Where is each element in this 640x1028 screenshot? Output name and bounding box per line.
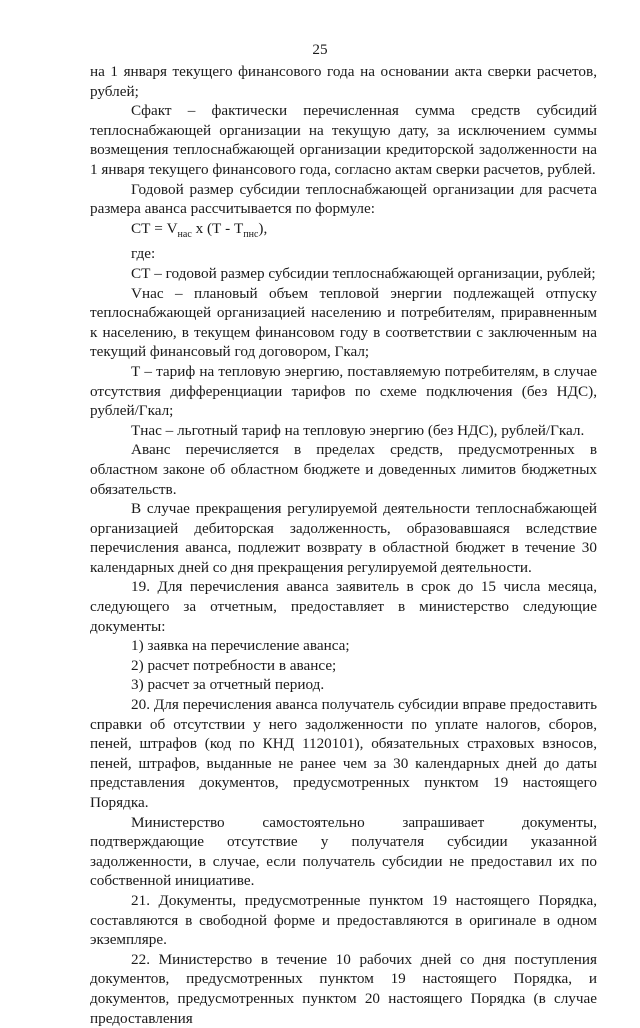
paragraph: где:: [131, 245, 156, 263]
formula-middle: х (Т - Т: [191, 219, 244, 237]
paragraph: Министерство самостоятельно запрашивает документы, подтверждающие отсутствие у получателя субсидии указанной задолженности, в случае, если получатель субсидии не предоставил их по собственной инициативе.: [90, 813, 597, 890]
formula-end: ),: [258, 219, 268, 237]
paragraph: 19. Для перечисления аванса заявитель в срок до 15 числа месяца, следующего за отчетным, предоставляет в министерство следующие документы:: [90, 578, 597, 635]
paragraph: СТ – годовой размер субсидии теплоснабжающей организации, рублей;: [131, 264, 596, 282]
paragraph: Vнас – плановый объем тепловой энергии подлежащей отпуску теплоснабжающей организацией населению и потребителям, приравненным к населению, в текущем финансовом году в соответствии с заключенным на текущий финансовый год договором, Гкал;: [90, 284, 597, 361]
paragraph: 20. Для перечисления аванса получатель субсидии вправе предоставить справки об отсутствии у него задолженности по уплате налогов, сборов, пеней, штрафов (код по КНД 1120101), обязательных страховых взносов, пеней, штрафов, выданные не ранее чем за 30 календарных дней до даты представления документов, предусмотренных пунктом 19 настоящего Порядка.: [90, 696, 597, 811]
paragraph: Сфакт – фактически перечисленная сумма средств субсидий теплоснабжающей организации на текущую дату, за исключением суммы возмещения теплоснабжающей организации кредиторской задолженности на 1 января текущего финансового года, согласно актам сверки расчетов, рублей.: [90, 102, 597, 178]
paragraph: на 1 января текущего финансового года на основании акта сверки расчетов, рублей;: [90, 63, 597, 100]
list-item: 3) расчет за отчетный период.: [131, 676, 325, 694]
list-item: 1) заявка на перечисление аванса;: [131, 637, 350, 655]
page-number: 25: [312, 41, 328, 58]
paragraph: 22. Министерство в течение 10 рабочих дней со дня поступления документов, предусмотренных пунктом 19 настоящего Порядка, и документов, предусмотренных пунктом 20 настоящего Порядка (в случае предоставления: [90, 950, 597, 1027]
document-body: [90, 62, 597, 1028]
formula-subscript: нас: [177, 228, 192, 240]
paragraph: Годовой размер субсидии теплоснабжающей организации для расчета размера аванса рассчитывается по формуле:: [90, 180, 597, 218]
formula-subscript: пнс: [243, 228, 259, 240]
paragraph: Тнас – льготный тариф на тепловую энергию (без НДС), рублей/Гкал.: [131, 421, 585, 439]
list-item: 2) расчет потребности в авансе;: [131, 656, 337, 674]
formula: [90, 219, 597, 245]
formula-lhs: СТ = V: [131, 219, 178, 237]
paragraph: Т – тариф на тепловую энергию, поставляемую потребителям, в случае отсутствия дифференциации тарифов по схеме подключения (без НДС), рублей/Гкал;: [90, 362, 597, 420]
paragraph: 21. Документы, предусмотренные пунктом 19 настоящего Порядка, составляются в свободной форме и предоставляются в оригинале в одном экземпляре.: [90, 891, 597, 949]
paragraph: Аванс перечисляется в пределах средств, предусмотренных в областном законе об областном бюджете и доведенных лимитов бюджетных обязательств.: [90, 441, 597, 498]
paragraph: В случае прекращения регулируемой деятельности теплоснабжающей организацией дебиторская задолженность, образовавшаяся вследствие перечисления аванса, подлежит возврату в областной бюджет в течение 30 календарных дней со дня прекращения регулируемой деятельности.: [90, 500, 597, 576]
